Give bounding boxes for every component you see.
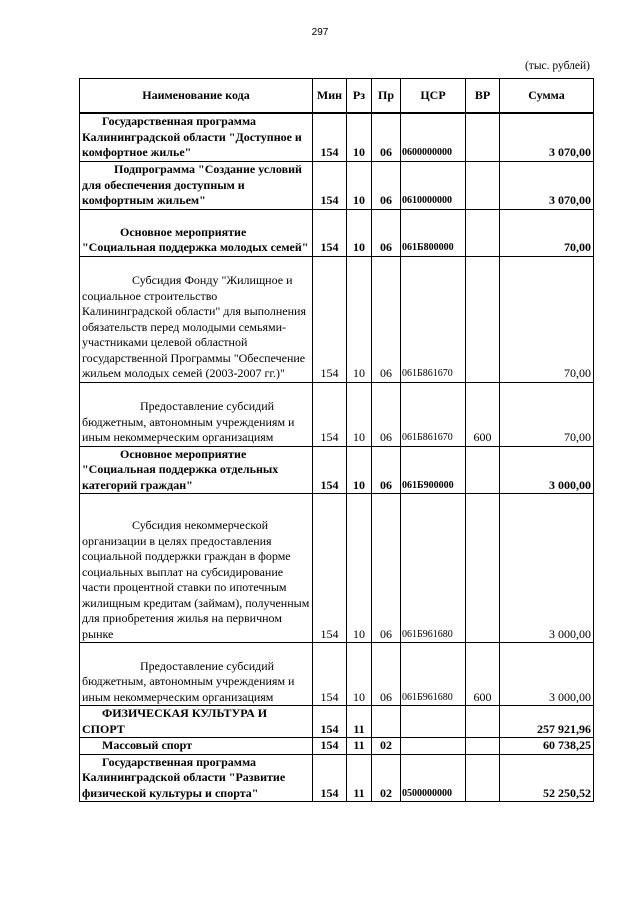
- row-rz: 10: [347, 256, 372, 382]
- row-csr: 061Б861670: [401, 256, 466, 382]
- unit-note: (тыс. рублей): [524, 60, 590, 72]
- row-vr: [466, 754, 500, 802]
- row-pr: 02: [372, 738, 401, 755]
- row-name: Государственная программа Калининградской области "Развитие физической культуры и спорта": [80, 754, 313, 802]
- row-vr: [466, 446, 500, 494]
- table-header-row: [80, 79, 594, 114]
- row-pr: 06: [372, 113, 401, 161]
- table-row: [80, 446, 594, 494]
- row-min: 154: [313, 209, 347, 256]
- row-sum: 70,00: [500, 256, 594, 382]
- row-sum: 70,00: [500, 209, 594, 256]
- row-rz: 10: [347, 446, 372, 494]
- row-rz: 10: [347, 161, 372, 209]
- row-sum: 3 000,00: [500, 643, 594, 706]
- row-vr: 600: [466, 382, 500, 446]
- row-rz: 10: [347, 382, 372, 446]
- row-min: 154: [313, 643, 347, 706]
- row-name: Субсидия Фонду "Жилищное и социальное строительство Калининградской области" для выполнения обязательств перед молодыми семьями-участниками целевой областной государственной Программы "Обеспечение жильем молодых семей (2003-2007 гг.)": [80, 256, 313, 382]
- row-rz: 11: [347, 738, 372, 755]
- row-rz: 10: [347, 643, 372, 706]
- row-csr: [401, 738, 466, 755]
- table-row: [80, 161, 594, 209]
- budget-table: [79, 78, 594, 802]
- page-number: 297: [311, 27, 329, 38]
- row-name: Предоставление субсидий бюджетным, автономным учреждениям и иным некоммерческим организациям: [80, 643, 313, 706]
- row-name: Предоставление субсидий бюджетным, автономным учреждениям и иным некоммерческим организациям: [80, 382, 313, 446]
- row-sum: 3 070,00: [500, 161, 594, 209]
- row-sum: 257 921,96: [500, 706, 594, 738]
- row-name: Массовый спорт: [80, 738, 313, 755]
- header-csr: ЦСР: [401, 79, 466, 114]
- table-row: [80, 754, 594, 802]
- row-pr: 06: [372, 209, 401, 256]
- row-pr: [372, 706, 401, 738]
- row-vr: [466, 161, 500, 209]
- table-row: [80, 256, 594, 382]
- row-pr: 06: [372, 161, 401, 209]
- table-row: [80, 494, 594, 643]
- table-row: [80, 113, 594, 161]
- row-min: 154: [313, 738, 347, 755]
- row-pr: 06: [372, 256, 401, 382]
- row-name: Государственная программа Калининградской области "Доступное и комфортное жилье": [80, 113, 313, 161]
- row-csr: 0600000000: [401, 113, 466, 161]
- row-csr: 0610000000: [401, 161, 466, 209]
- row-sum: 60 738,25: [500, 738, 594, 755]
- row-rz: 11: [347, 706, 372, 738]
- row-vr: [466, 706, 500, 738]
- row-csr: [401, 706, 466, 738]
- table-row: [80, 382, 594, 446]
- row-sum: 3 000,00: [500, 494, 594, 643]
- row-rz: 10: [347, 209, 372, 256]
- table-row: [80, 643, 594, 706]
- row-pr: 06: [372, 446, 401, 494]
- row-vr: [466, 738, 500, 755]
- row-min: 154: [313, 446, 347, 494]
- row-csr: 061Б961680: [401, 643, 466, 706]
- row-name: ФИЗИЧЕСКАЯ КУЛЬТУРА И СПОРТ: [80, 706, 313, 738]
- row-csr: 061Б861670: [401, 382, 466, 446]
- row-name: Подпрограмма "Создание условий для обеспечения доступным и комфортным жильем": [80, 161, 313, 209]
- row-rz: 10: [347, 113, 372, 161]
- header-name: Наименование кода: [80, 79, 313, 114]
- row-csr: 061Б900000: [401, 446, 466, 494]
- row-min: 154: [313, 161, 347, 209]
- header-min: Мин: [313, 79, 347, 114]
- row-vr: [466, 113, 500, 161]
- row-min: 154: [313, 706, 347, 738]
- row-min: 154: [313, 256, 347, 382]
- row-pr: 06: [372, 382, 401, 446]
- row-sum: 3 000,00: [500, 446, 594, 494]
- row-sum: 70,00: [500, 382, 594, 446]
- row-vr: 600: [466, 643, 500, 706]
- row-name: Основное мероприятие "Социальная поддержка отдельных категорий граждан": [80, 446, 313, 494]
- table-row: [80, 706, 594, 738]
- row-min: 154: [313, 382, 347, 446]
- header-rz: Рз: [347, 79, 372, 114]
- row-min: 154: [313, 754, 347, 802]
- header-pr: Пр: [372, 79, 401, 114]
- row-rz: 10: [347, 494, 372, 643]
- row-csr: 061Б961680: [401, 494, 466, 643]
- row-pr: 02: [372, 754, 401, 802]
- row-name: Субсидия некоммерческой организации в целях предоставления социальной поддержки граждан в форме социальных выплат на субсидирование части процентной ставки по ипотечным жилищным кредитам (займам), полученным для приобретения жилья на первичном рынке: [80, 494, 313, 643]
- row-pr: 06: [372, 643, 401, 706]
- row-rz: 11: [347, 754, 372, 802]
- row-vr: [466, 209, 500, 256]
- row-sum: 52 250,52: [500, 754, 594, 802]
- header-vr: ВР: [466, 79, 500, 114]
- row-vr: [466, 256, 500, 382]
- row-csr: 061Б800000: [401, 209, 466, 256]
- row-min: 154: [313, 113, 347, 161]
- row-vr: [466, 494, 500, 643]
- row-pr: 06: [372, 494, 401, 643]
- table-row: [80, 209, 594, 256]
- row-name: Основное мероприятие "Социальная поддержка молодых семей": [80, 209, 313, 256]
- table-row: [80, 738, 594, 755]
- row-min: 154: [313, 494, 347, 643]
- row-csr: 0500000000: [401, 754, 466, 802]
- row-sum: 3 070,00: [500, 113, 594, 161]
- header-sum: Сумма: [500, 79, 594, 114]
